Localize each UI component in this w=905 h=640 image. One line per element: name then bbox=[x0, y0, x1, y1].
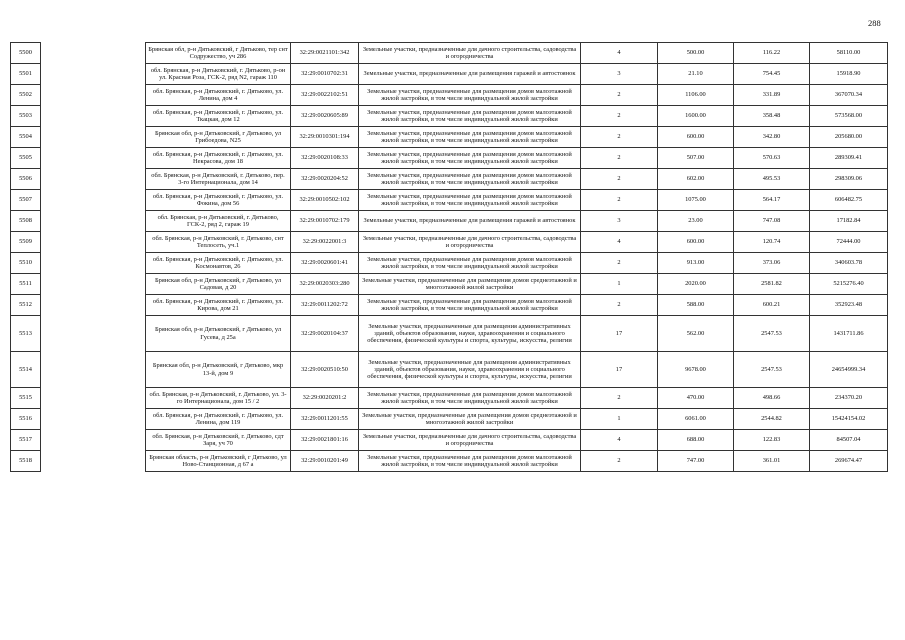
cadastral-number-cell: 32:29:0022001:3 bbox=[291, 232, 359, 253]
cadastral-value-cell: 367070.34 bbox=[810, 85, 888, 106]
cadastral-number-cell: 32:29:0020601:41 bbox=[291, 253, 359, 274]
land-use-cell: Земельные участки, предназначенные для размещения домов малоэтажной жилой застройки, в том числе индивидуальной жилой застройки bbox=[359, 451, 581, 472]
land-use-cell: Земельные участки, предназначенные для размещения домов малоэтажной жилой застройки, в том числе индивидуальной жилой застройки bbox=[359, 106, 581, 127]
cadastral-number-cell: 32:29:0010301:194 bbox=[291, 127, 359, 148]
row-number-cell: 5516 bbox=[11, 409, 41, 430]
row-number-cell: 5507 bbox=[11, 190, 41, 211]
spacer-cell bbox=[41, 352, 146, 388]
spacer-cell bbox=[41, 409, 146, 430]
cadastral-value-cell: 234370.20 bbox=[810, 388, 888, 409]
spacer-cell bbox=[41, 64, 146, 85]
cadastral-number-cell: 32:29:0020201:2 bbox=[291, 388, 359, 409]
specific-value-cell: 373.06 bbox=[734, 253, 810, 274]
land-use-cell: Земельные участки, предназначенные для размещения гаражей и автостоянок bbox=[359, 211, 581, 232]
address-cell: Брянская обл, р-н Дятьковский, г Дятьково, ул Садовая, д 20 bbox=[146, 274, 291, 295]
address-cell: обл. Брянская, р-н Дятьковский, г. Дятьково, ул. Космонавтов, 26 bbox=[146, 253, 291, 274]
row-number-cell: 5508 bbox=[11, 211, 41, 232]
row-number-cell: 5502 bbox=[11, 85, 41, 106]
spacer-cell bbox=[41, 169, 146, 190]
land-use-cell: Земельные участки, предназначенные для размещения гаражей и автостоянок bbox=[359, 64, 581, 85]
spacer-cell bbox=[41, 127, 146, 148]
cadastral-number-cell: 32:29:0011202:72 bbox=[291, 295, 359, 316]
row-number-cell: 5505 bbox=[11, 148, 41, 169]
land-use-cell: Земельные участки, предназначенные для дачного строительства, садоводства и огородничества bbox=[359, 43, 581, 64]
spacer-cell bbox=[41, 43, 146, 64]
cadastral-value-cell: 1431711.86 bbox=[810, 316, 888, 352]
area-cell: 23.00 bbox=[658, 211, 734, 232]
address-cell: обл. Брянская, р-н Дятьковский, г. Дятьково, ул. 3-го Интернационала, дом 15 / 2 bbox=[146, 388, 291, 409]
specific-value-cell: 754.45 bbox=[734, 64, 810, 85]
cadastral-number-cell: 32:29:0020204:52 bbox=[291, 169, 359, 190]
address-cell: Брянская область, р-н Дятьковский, г Дятьково, ул Ново-Станционная, д 67 а bbox=[146, 451, 291, 472]
row-number-cell: 5513 bbox=[11, 316, 41, 352]
area-cell: 507.00 bbox=[658, 148, 734, 169]
area-cell: 600.00 bbox=[658, 232, 734, 253]
spacer-cell bbox=[41, 274, 146, 295]
specific-value-cell: 331.89 bbox=[734, 85, 810, 106]
use-group-cell: 2 bbox=[581, 451, 658, 472]
cadastral-number-cell: 32:29:0020104:37 bbox=[291, 316, 359, 352]
area-cell: 1600.00 bbox=[658, 106, 734, 127]
table-row bbox=[11, 64, 888, 85]
area-cell: 562.00 bbox=[658, 316, 734, 352]
use-group-cell: 2 bbox=[581, 169, 658, 190]
land-use-cell: Земельные участки, предназначенные для размещения домов малоэтажной жилой застройки, в том числе индивидуальной жилой застройки bbox=[359, 85, 581, 106]
cadastral-value-cell: 298309.06 bbox=[810, 169, 888, 190]
row-number-cell: 5503 bbox=[11, 106, 41, 127]
area-cell: 1106.00 bbox=[658, 85, 734, 106]
cadastral-value-cell: 15918.90 bbox=[810, 64, 888, 85]
address-cell: обл. Брянская, р-н Дятьковский, г. Дятьково, ГСК-2, ряд 2, гараж 19 bbox=[146, 211, 291, 232]
use-group-cell: 3 bbox=[581, 211, 658, 232]
address-cell: обл. Брянская, р-н Дятьковский, г. Дятьково, ул. Кирова, дом 21 bbox=[146, 295, 291, 316]
table-body bbox=[11, 43, 888, 472]
specific-value-cell: 342.80 bbox=[734, 127, 810, 148]
land-use-cell: Земельные участки, предназначенные для размещения домов малоэтажной жилой застройки, в том числе индивидуальной жилой застройки bbox=[359, 190, 581, 211]
use-group-cell: 2 bbox=[581, 295, 658, 316]
address-cell: обл. Брянская, р-н Дятьковский, г. Дятьково, ул. Некрасова, дом 18 bbox=[146, 148, 291, 169]
table-row bbox=[11, 211, 888, 232]
row-number-cell: 5518 bbox=[11, 451, 41, 472]
area-cell: 913.00 bbox=[658, 253, 734, 274]
table-row bbox=[11, 106, 888, 127]
cadastral-value-cell: 15424154.02 bbox=[810, 409, 888, 430]
address-cell: Брянская обл, р-н Дятьковский, г Дятьково, мкр 13-й, дом 9 bbox=[146, 352, 291, 388]
cadastral-value-cell: 84507.04 bbox=[810, 430, 888, 451]
table-row bbox=[11, 430, 888, 451]
land-use-cell: Земельные участки, предназначенные для дачного строительства, садоводства и огородничества bbox=[359, 232, 581, 253]
table-row bbox=[11, 316, 888, 352]
spacer-cell bbox=[41, 451, 146, 472]
cadastral-value-cell: 606482.75 bbox=[810, 190, 888, 211]
row-number-cell: 5501 bbox=[11, 64, 41, 85]
spacer-cell bbox=[41, 430, 146, 451]
area-cell: 6061.00 bbox=[658, 409, 734, 430]
spacer-cell bbox=[41, 388, 146, 409]
use-group-cell: 4 bbox=[581, 43, 658, 64]
land-use-cell: Земельные участки, предназначенные для размещения административных зданий, объектов образования, науки, здравоохранения и социального обеспечения, физической культуры и спорта, культуры, искусства, религии bbox=[359, 316, 581, 352]
cadastral-number-cell: 32:29:0021101:342 bbox=[291, 43, 359, 64]
cadastral-value-cell: 289309.41 bbox=[810, 148, 888, 169]
cadastral-value-cell: 340603.78 bbox=[810, 253, 888, 274]
land-use-cell: Земельные участки, предназначенные для размещения административных зданий, объектов образования, науки, здравоохранения и социального обеспечения, физической культуры и спорта, культуры, искусства, религии bbox=[359, 352, 581, 388]
row-number-cell: 5517 bbox=[11, 430, 41, 451]
cadastral-value-cell: 58110.00 bbox=[810, 43, 888, 64]
land-use-cell: Земельные участки, предназначенные для размещения домов среднеэтажной и многоэтажной жилой застройки bbox=[359, 274, 581, 295]
table-row bbox=[11, 295, 888, 316]
cadastral-number-cell: 32:29:0020605:89 bbox=[291, 106, 359, 127]
table-row bbox=[11, 253, 888, 274]
address-cell: обл. Брянская, р-н Дятьковский, г. Дятьково, ул. Ткацкая, дом 12 bbox=[146, 106, 291, 127]
address-cell: обл. Брянская, р-н Дятьковский, г. Дятьково, пер. 3-го Интернационала, дом 14 bbox=[146, 169, 291, 190]
row-number-cell: 5509 bbox=[11, 232, 41, 253]
cadastral-value-cell: 573568.00 bbox=[810, 106, 888, 127]
area-cell: 588.00 bbox=[658, 295, 734, 316]
land-use-cell: Земельные участки, предназначенные для размещения домов малоэтажной жилой застройки, в том числе индивидуальной жилой застройки bbox=[359, 253, 581, 274]
specific-value-cell: 116.22 bbox=[734, 43, 810, 64]
cadastral-value-cell: 352923.48 bbox=[810, 295, 888, 316]
specific-value-cell: 600.21 bbox=[734, 295, 810, 316]
cadastral-value-table bbox=[10, 42, 888, 472]
row-number-cell: 5514 bbox=[11, 352, 41, 388]
table-row bbox=[11, 85, 888, 106]
land-use-cell: Земельные участки, предназначенные для размещения домов малоэтажной жилой застройки, в том числе индивидуальной жилой застройки bbox=[359, 169, 581, 190]
cadastral-number-cell: 32:29:0021801:16 bbox=[291, 430, 359, 451]
specific-value-cell: 498.66 bbox=[734, 388, 810, 409]
specific-value-cell: 122.83 bbox=[734, 430, 810, 451]
area-cell: 688.00 bbox=[658, 430, 734, 451]
specific-value-cell: 747.08 bbox=[734, 211, 810, 232]
address-cell: обл. Брянская, р-н Дятьковский, г. Дятьково, ул. Ленина, дом 4 bbox=[146, 85, 291, 106]
area-cell: 2020.00 bbox=[658, 274, 734, 295]
use-group-cell: 1 bbox=[581, 274, 658, 295]
use-group-cell: 2 bbox=[581, 127, 658, 148]
cadastral-value-cell: 72444.00 bbox=[810, 232, 888, 253]
area-cell: 602.00 bbox=[658, 169, 734, 190]
cadastral-number-cell: 32:29:0010201:49 bbox=[291, 451, 359, 472]
use-group-cell: 4 bbox=[581, 232, 658, 253]
address-cell: обл. Брянская, р-н Дятьковский, г. Дятьково, сдт Заря, уч 70 bbox=[146, 430, 291, 451]
cadastral-number-cell: 32:29:0010702:31 bbox=[291, 64, 359, 85]
cadastral-value-cell: 17182.84 bbox=[810, 211, 888, 232]
use-group-cell: 2 bbox=[581, 106, 658, 127]
land-use-cell: Земельные участки, предназначенные для дачного строительства, садоводства и огородничества bbox=[359, 430, 581, 451]
spacer-cell bbox=[41, 106, 146, 127]
table-row bbox=[11, 409, 888, 430]
specific-value-cell: 2544.82 bbox=[734, 409, 810, 430]
address-cell: обл. Брянская, р-н Дятьковский, г. Дятьково, р-он ул. Красная Роза, ГСК-2, ряд N2, гараж 110 bbox=[146, 64, 291, 85]
cadastral-value-cell: 269674.47 bbox=[810, 451, 888, 472]
cadastral-value-cell: 24654999.34 bbox=[810, 352, 888, 388]
table-row bbox=[11, 451, 888, 472]
address-cell: Брянская обл, р-н Дятьковский, г Дятьково, ул Грибоедова, N25 bbox=[146, 127, 291, 148]
table-row bbox=[11, 190, 888, 211]
table-row bbox=[11, 352, 888, 388]
cadastral-number-cell: 32:29:0011201:55 bbox=[291, 409, 359, 430]
specific-value-cell: 358.48 bbox=[734, 106, 810, 127]
cadastral-number-cell: 32:29:0020303:280 bbox=[291, 274, 359, 295]
area-cell: 747.00 bbox=[658, 451, 734, 472]
specific-value-cell: 2547.53 bbox=[734, 352, 810, 388]
row-number-cell: 5512 bbox=[11, 295, 41, 316]
row-number-cell: 5504 bbox=[11, 127, 41, 148]
land-use-cell: Земельные участки, предназначенные для размещения домов среднеэтажной и многоэтажной жилой застройки bbox=[359, 409, 581, 430]
row-number-cell: 5500 bbox=[11, 43, 41, 64]
table-row bbox=[11, 274, 888, 295]
spacer-cell bbox=[41, 148, 146, 169]
table-row bbox=[11, 127, 888, 148]
table-row bbox=[11, 148, 888, 169]
address-cell: Брянская обл, р-н Дятьковский, г Дятьково, тер снт Содружество, уч 286 bbox=[146, 43, 291, 64]
cadastral-number-cell: 32:29:0022102:51 bbox=[291, 85, 359, 106]
use-group-cell: 2 bbox=[581, 190, 658, 211]
table-row bbox=[11, 169, 888, 190]
spacer-cell bbox=[41, 232, 146, 253]
cadastral-value-cell: 205680.00 bbox=[810, 127, 888, 148]
use-group-cell: 2 bbox=[581, 85, 658, 106]
area-cell: 21.10 bbox=[658, 64, 734, 85]
land-use-cell: Земельные участки, предназначенные для размещения домов малоэтажной жилой застройки, в том числе индивидуальной жилой застройки bbox=[359, 127, 581, 148]
cadastral-number-cell: 32:29:0010702:179 bbox=[291, 211, 359, 232]
area-cell: 9678.00 bbox=[658, 352, 734, 388]
address-cell: Брянская обл, р-н Дятьковский, г Дятьково, ул Гусева, д 25а bbox=[146, 316, 291, 352]
specific-value-cell: 2547.53 bbox=[734, 316, 810, 352]
row-number-cell: 5511 bbox=[11, 274, 41, 295]
spacer-cell bbox=[41, 190, 146, 211]
row-number-cell: 5506 bbox=[11, 169, 41, 190]
specific-value-cell: 361.01 bbox=[734, 451, 810, 472]
row-number-cell: 5510 bbox=[11, 253, 41, 274]
table-row bbox=[11, 232, 888, 253]
cadastral-value-cell: 5215276.40 bbox=[810, 274, 888, 295]
specific-value-cell: 570.63 bbox=[734, 148, 810, 169]
area-cell: 470.00 bbox=[658, 388, 734, 409]
specific-value-cell: 495.53 bbox=[734, 169, 810, 190]
area-cell: 500.00 bbox=[658, 43, 734, 64]
spacer-cell bbox=[41, 295, 146, 316]
use-group-cell: 2 bbox=[581, 388, 658, 409]
land-use-cell: Земельные участки, предназначенные для размещения домов малоэтажной жилой застройки, в том числе индивидуальной жилой застройки bbox=[359, 388, 581, 409]
land-use-cell: Земельные участки, предназначенные для размещения домов малоэтажной жилой застройки, в том числе индивидуальной жилой застройки bbox=[359, 295, 581, 316]
specific-value-cell: 2581.82 bbox=[734, 274, 810, 295]
land-use-cell: Земельные участки, предназначенные для размещения домов малоэтажной жилой застройки, в том числе индивидуальной жилой застройки bbox=[359, 148, 581, 169]
specific-value-cell: 120.74 bbox=[734, 232, 810, 253]
page-number: 288 bbox=[868, 18, 881, 28]
specific-value-cell: 564.17 bbox=[734, 190, 810, 211]
use-group-cell: 2 bbox=[581, 253, 658, 274]
address-cell: обл. Брянская, р-н Дятьковский, г. Дятьково, ул. Ленина, дом 119 bbox=[146, 409, 291, 430]
table-row bbox=[11, 388, 888, 409]
spacer-cell bbox=[41, 316, 146, 352]
table-row bbox=[11, 43, 888, 64]
use-group-cell: 4 bbox=[581, 430, 658, 451]
cadastral-number-cell: 32:29:0010502:102 bbox=[291, 190, 359, 211]
area-cell: 1075.00 bbox=[658, 190, 734, 211]
use-group-cell: 17 bbox=[581, 316, 658, 352]
row-number-cell: 5515 bbox=[11, 388, 41, 409]
address-cell: обл. Брянская, р-н Дятьковский, г. Дятьково, ул. Фокина, дом 56 bbox=[146, 190, 291, 211]
use-group-cell: 1 bbox=[581, 409, 658, 430]
area-cell: 600.00 bbox=[658, 127, 734, 148]
spacer-cell bbox=[41, 211, 146, 232]
use-group-cell: 2 bbox=[581, 148, 658, 169]
cadastral-number-cell: 32:29:0020108:33 bbox=[291, 148, 359, 169]
address-cell: обл. Брянская, р-н Дятьковский, г. Дятьково, снт Теплосеть, уч.1 bbox=[146, 232, 291, 253]
spacer-cell bbox=[41, 253, 146, 274]
use-group-cell: 3 bbox=[581, 64, 658, 85]
spacer-cell bbox=[41, 85, 146, 106]
use-group-cell: 17 bbox=[581, 352, 658, 388]
cadastral-number-cell: 32:29:0020510:50 bbox=[291, 352, 359, 388]
